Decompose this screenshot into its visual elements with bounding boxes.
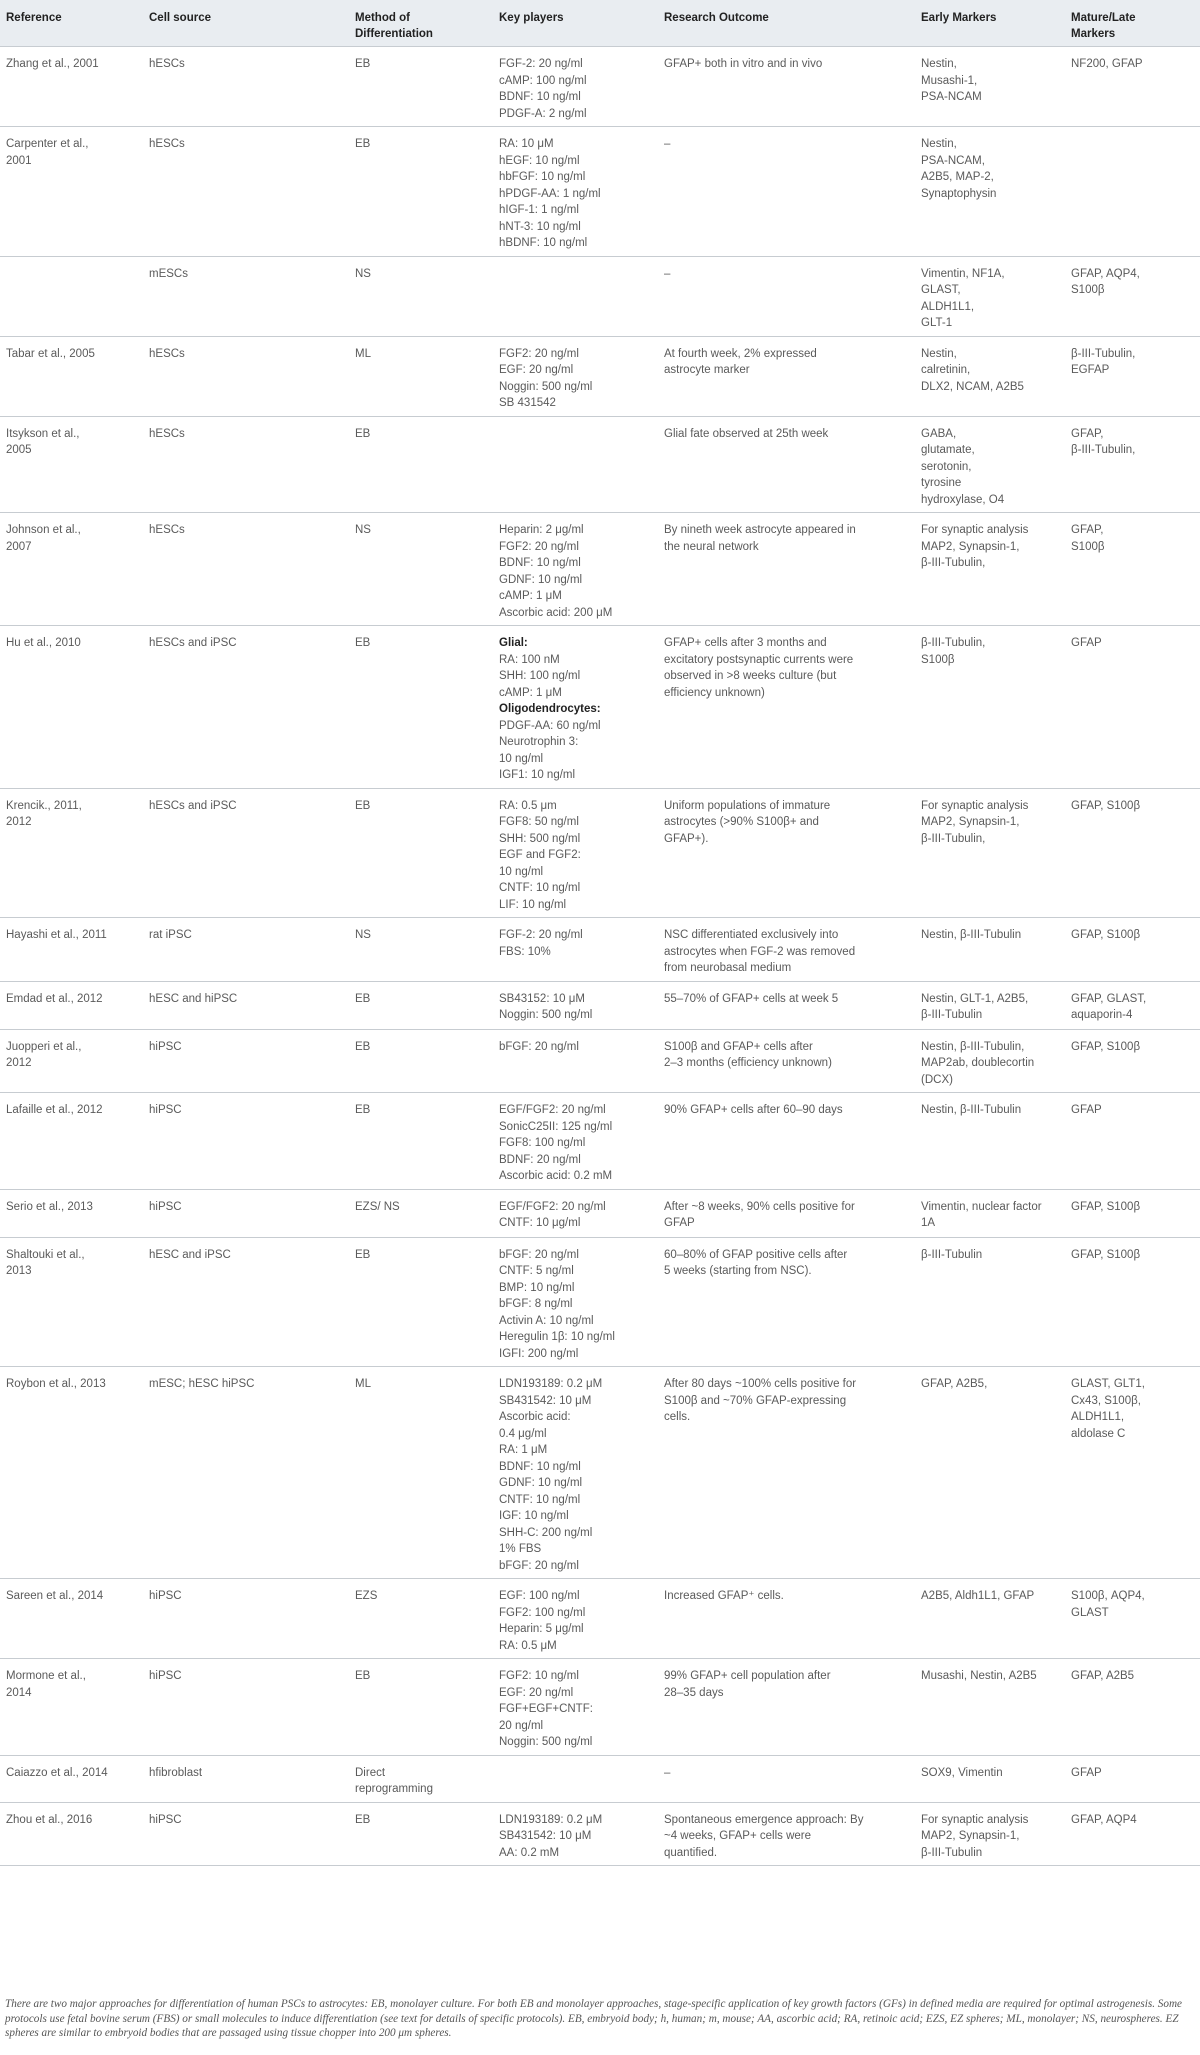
cell-method: EB xyxy=(349,1093,493,1190)
cell-outcome: Glial fate observed at 25th week xyxy=(658,416,915,513)
cell-late-markers: GLAST, GLT1, Cx43, S100β, ALDH1L1, aldolase C xyxy=(1065,1367,1200,1579)
cell-early-markers: For synaptic analysis MAP2, Synapsin-1, β-III-Tubulin xyxy=(915,1802,1065,1866)
cell-reference: Serio et al., 2013 xyxy=(0,1189,143,1237)
cell-reference: Zhang et al., 2001 xyxy=(0,47,143,127)
cell-outcome: Uniform populations of immature astrocytes (>90% S100β+ and GFAP+). xyxy=(658,788,915,918)
cell-cell-source: hiPSC xyxy=(143,1093,349,1190)
header-late-markers: Mature/Late Markers xyxy=(1065,0,1200,47)
cell-reference: Itsykson et al., 2005 xyxy=(0,416,143,513)
key-players-heading: Glial: xyxy=(499,637,528,649)
table-row xyxy=(0,626,1200,789)
cell-method: EZS xyxy=(349,1579,493,1659)
cell-reference: Krencik., 2011, 2012 xyxy=(0,788,143,918)
cell-early-markers: Vimentin, NF1A, GLAST, ALDH1L1, GLT-1 xyxy=(915,256,1065,336)
cell-late-markers: GFAP, AQP4, S100β xyxy=(1065,256,1200,336)
cell-late-markers: NF200, GFAP xyxy=(1065,47,1200,127)
cell-reference xyxy=(0,256,143,336)
cell-method: EB xyxy=(349,626,493,789)
cell-early-markers: Nestin, Musashi-1, PSA-NCAM xyxy=(915,47,1065,127)
cell-late-markers: GFAP, AQP4 xyxy=(1065,1802,1200,1866)
cell-method: EZS/ NS xyxy=(349,1189,493,1237)
table-row xyxy=(0,47,1200,127)
key-players-heading: Oligodendrocytes: xyxy=(499,703,601,715)
cell-key-players: bFGF: 20 ng/ml CNTF: 5 ng/ml BMP: 10 ng/ml bFGF: 8 ng/ml Activin A: 10 ng/ml Heregulin 1β: 10 ng/ml IGFI: 200 ng/ml xyxy=(493,1237,658,1367)
cell-key-players: FGF-2: 20 ng/ml cAMP: 100 ng/ml BDNF: 10 ng/ml PDGF-A: 2 ng/ml xyxy=(493,47,658,127)
cell-cell-source: hiPSC xyxy=(143,1189,349,1237)
cell-early-markers: For synaptic analysis MAP2, Synapsin-1, β-III-Tubulin, xyxy=(915,788,1065,918)
cell-early-markers: For synaptic analysis MAP2, Synapsin-1, β-III-Tubulin, xyxy=(915,513,1065,626)
cell-outcome: After ~8 weeks, 90% cells positive for GFAP xyxy=(658,1189,915,1237)
cell-reference: Shaltouki et al., 2013 xyxy=(0,1237,143,1367)
cell-method: EB xyxy=(349,788,493,918)
cell-outcome: NSC differentiated exclusively into astrocytes when FGF-2 was removed from neurobasal medium xyxy=(658,918,915,982)
cell-outcome: Increased GFAP⁺ cells. xyxy=(658,1579,915,1659)
table-row xyxy=(0,788,1200,918)
cell-early-markers: Vimentin, nuclear factor 1A xyxy=(915,1189,1065,1237)
cell-cell-source: hiPSC xyxy=(143,1579,349,1659)
cell-early-markers: GFAP, A2B5, xyxy=(915,1367,1065,1579)
cell-early-markers: GABA, glutamate, serotonin, tyrosine hydroxylase, O4 xyxy=(915,416,1065,513)
table-row xyxy=(0,256,1200,336)
cell-cell-source: hfibroblast xyxy=(143,1755,349,1802)
cell-reference: Roybon et al., 2013 xyxy=(0,1367,143,1579)
cell-reference: Caiazzo et al., 2014 xyxy=(0,1755,143,1802)
cell-late-markers: GFAP xyxy=(1065,626,1200,789)
cell-late-markers: GFAP, S100β xyxy=(1065,1189,1200,1237)
cell-cell-source: hESCs and iPSC xyxy=(143,788,349,918)
cell-cell-source: hESC and iPSC xyxy=(143,1237,349,1367)
cell-early-markers: Nestin, calretinin, DLX2, NCAM, A2B5 xyxy=(915,336,1065,416)
cell-late-markers: GFAP, GLAST, aquaporin-4 xyxy=(1065,981,1200,1029)
cell-cell-source: hiPSC xyxy=(143,1802,349,1866)
cell-reference: Tabar et al., 2005 xyxy=(0,336,143,416)
cell-method: ML xyxy=(349,1367,493,1579)
table-row xyxy=(0,1189,1200,1237)
cell-key-players: bFGF: 20 ng/ml xyxy=(493,1029,658,1093)
cell-method: EB xyxy=(349,1237,493,1367)
cell-late-markers: β-III-Tubulin, EGFAP xyxy=(1065,336,1200,416)
cell-late-markers xyxy=(1065,127,1200,257)
cell-key-players xyxy=(493,626,658,789)
cell-early-markers: SOX9, Vimentin xyxy=(915,1755,1065,1802)
cell-cell-source: hESCs xyxy=(143,416,349,513)
table-row xyxy=(0,1093,1200,1190)
header-cell-source: Cell source xyxy=(143,0,349,47)
cell-late-markers: GFAP xyxy=(1065,1093,1200,1190)
key-players-list: RA: 100 nM SHH: 100 ng/ml cAMP: 1 μM xyxy=(499,653,581,699)
cell-early-markers: β-III-Tubulin, S100β xyxy=(915,626,1065,789)
header-method: Method of Differentiation xyxy=(349,0,493,47)
cell-late-markers: GFAP xyxy=(1065,1755,1200,1802)
cell-reference: Lafaille et al., 2012 xyxy=(0,1093,143,1190)
cell-outcome: GFAP+ cells after 3 months and excitatory postsynaptic currents were observed in >8 weeks culture (but efficiency unknown) xyxy=(658,626,915,789)
cell-outcome: – xyxy=(658,1755,915,1802)
cell-reference: Hayashi et al., 2011 xyxy=(0,918,143,982)
cell-method: EB xyxy=(349,981,493,1029)
table-row xyxy=(0,336,1200,416)
table-row xyxy=(0,416,1200,513)
cell-outcome: At fourth week, 2% expressed astrocyte marker xyxy=(658,336,915,416)
cell-cell-source: rat iPSC xyxy=(143,918,349,982)
cell-cell-source: mESC; hESC hiPSC xyxy=(143,1367,349,1579)
cell-key-players: RA: 0.5 μm FGF8: 50 ng/ml SHH: 500 ng/ml EGF and FGF2: 10 ng/ml CNTF: 10 ng/ml LIF: 10 ng/ml xyxy=(493,788,658,918)
table-row xyxy=(0,1367,1200,1579)
table-row xyxy=(0,127,1200,257)
cell-key-players: RA: 10 μM hEGF: 10 ng/ml hbFGF: 10 ng/ml hPDGF-AA: 1 ng/ml hIGF-1: 1 ng/ml hNT-3: 10 ng/ml hBDNF: 10 ng/ml xyxy=(493,127,658,257)
cell-key-players: SB43152: 10 μM Noggin: 500 ng/ml xyxy=(493,981,658,1029)
cell-key-players: FGF-2: 20 ng/ml FBS: 10% xyxy=(493,918,658,982)
cell-reference: Juopperi et al., 2012 xyxy=(0,1029,143,1093)
table-row xyxy=(0,918,1200,982)
cell-late-markers: GFAP, S100β xyxy=(1065,1237,1200,1367)
key-players-list: PDGF-AA: 60 ng/ml Neurotrophin 3: 10 ng/ml IGF1: 10 ng/ml xyxy=(499,719,601,781)
cell-method: NS xyxy=(349,918,493,982)
cell-cell-source: hESC and hiPSC xyxy=(143,981,349,1029)
table-row xyxy=(0,1802,1200,1866)
cell-late-markers: S100β, AQP4, GLAST xyxy=(1065,1579,1200,1659)
cell-method: EB xyxy=(349,127,493,257)
cell-key-players xyxy=(493,416,658,513)
table-row xyxy=(0,1755,1200,1802)
cell-late-markers: GFAP, β-III-Tubulin, xyxy=(1065,416,1200,513)
cell-key-players xyxy=(493,256,658,336)
cell-cell-source: hiPSC xyxy=(143,1029,349,1093)
header-research-outcome: Research Outcome xyxy=(658,0,915,47)
table-footnote: There are two major approaches for differentiation of human PSCs to astrocytes: EB, monolayer culture. For both EB and monolayer approaches, stage-specific application of key growth factors (GFs) in defined media are required for optimal astrogenesis. Some protocols use fetal bovine serum (FBS) or small molecules to induce differentiation (see text for details of specific protocols). EB, embryoid body; h, human; m, mouse; AA, ascorbic acid; RA, retinoic acid; EZS, EZ spheres; ML, monolayer; NS, neurospheres. EZ spheres are similar to embryoid bodies that are passaged using tissue chopper into 200 μm spheres. xyxy=(5,1998,1183,2039)
cell-outcome: 90% GFAP+ cells after 60–90 days xyxy=(658,1093,915,1190)
cell-key-players: Heparin: 2 μg/ml FGF2: 20 ng/ml BDNF: 10 ng/ml GDNF: 10 ng/ml cAMP: 1 μM Ascorbic acid: 200 μM xyxy=(493,513,658,626)
cell-reference: Hu et al., 2010 xyxy=(0,626,143,789)
cell-key-players: EGF: 100 ng/ml FGF2: 100 ng/ml Heparin: 5 μg/ml RA: 0.5 μM xyxy=(493,1579,658,1659)
cell-outcome: After 80 days ~100% cells positive for S100β and ~70% GFAP-expressing cells. xyxy=(658,1367,915,1579)
cell-reference: Sareen et al., 2014 xyxy=(0,1579,143,1659)
cell-cell-source: mESCs xyxy=(143,256,349,336)
cell-late-markers: GFAP, S100β xyxy=(1065,513,1200,626)
header-early-markers: Early Markers xyxy=(915,0,1065,47)
cell-cell-source: hESCs xyxy=(143,127,349,257)
cell-reference: Zhou et al., 2016 xyxy=(0,1802,143,1866)
cell-outcome: By nineth week astrocyte appeared in the neural network xyxy=(658,513,915,626)
table-row xyxy=(0,1237,1200,1367)
cell-cell-source: hESCs and iPSC xyxy=(143,626,349,789)
cell-method: EB xyxy=(349,1802,493,1866)
header-row xyxy=(0,0,1200,47)
cell-early-markers: A2B5, Aldh1L1, GFAP xyxy=(915,1579,1065,1659)
cell-key-players: LDN193189: 0.2 μM SB431542: 10 μM AA: 0.2 mM xyxy=(493,1802,658,1866)
cell-outcome: Spontaneous emergence approach: By ~4 weeks, GFAP+ cells were quantified. xyxy=(658,1802,915,1866)
cell-key-players: FGF2: 20 ng/ml EGF: 20 ng/ml Noggin: 500 ng/ml SB 431542 xyxy=(493,336,658,416)
cell-reference: Johnson et al., 2007 xyxy=(0,513,143,626)
cell-late-markers: GFAP, S100β xyxy=(1065,788,1200,918)
cell-method: EB xyxy=(349,1659,493,1756)
cell-key-players xyxy=(493,1755,658,1802)
cell-cell-source: hESCs xyxy=(143,47,349,127)
cell-key-players: EGF/FGF2: 20 ng/ml SonicC25II: 125 ng/ml FGF8: 100 ng/ml BDNF: 20 ng/ml Ascorbic acid: 0.2 mM xyxy=(493,1093,658,1190)
cell-early-markers: Musashi, Nestin, A2B5 xyxy=(915,1659,1065,1756)
cell-cell-source: hiPSC xyxy=(143,1659,349,1756)
cell-outcome: S100β and GFAP+ cells after 2–3 months (efficiency unknown) xyxy=(658,1029,915,1093)
table-row xyxy=(0,1029,1200,1093)
cell-cell-source: hESCs xyxy=(143,513,349,626)
cell-early-markers: Nestin, PSA-NCAM, A2B5, MAP-2, Synaptophysin xyxy=(915,127,1065,257)
cell-late-markers: GFAP, A2B5 xyxy=(1065,1659,1200,1756)
cell-late-markers: GFAP, S100β xyxy=(1065,918,1200,982)
cell-reference: Mormone et al., 2014 xyxy=(0,1659,143,1756)
cell-reference: Emdad et al., 2012 xyxy=(0,981,143,1029)
table-body xyxy=(0,47,1200,1866)
cell-early-markers: Nestin, β-III-Tubulin xyxy=(915,918,1065,982)
table-row xyxy=(0,513,1200,626)
cell-outcome: 99% GFAP+ cell population after 28–35 days xyxy=(658,1659,915,1756)
cell-method: EB xyxy=(349,416,493,513)
cell-early-markers: β-III-Tubulin xyxy=(915,1237,1065,1367)
header-reference: Reference xyxy=(0,0,143,47)
cell-early-markers: Nestin, GLT-1, A2B5, β-III-Tubulin xyxy=(915,981,1065,1029)
cell-key-players: FGF2: 10 ng/ml EGF: 20 ng/ml FGF+EGF+CNTF: 20 ng/ml Noggin: 500 ng/ml xyxy=(493,1659,658,1756)
cell-outcome: 60–80% of GFAP positive cells after 5 weeks (starting from NSC). xyxy=(658,1237,915,1367)
cell-key-players: LDN193189: 0.2 μM SB431542: 10 μM Ascorbic acid: 0.4 μg/ml RA: 1 μM BDNF: 10 ng/ml GDNF: 10 ng/ml CNTF: 10 ng/ml IGF: 10 ng/ml SHH-C: 200 ng/ml 1% FBS bFGF: 20 ng/ml xyxy=(493,1367,658,1579)
cell-late-markers: GFAP, S100β xyxy=(1065,1029,1200,1093)
cell-reference: Carpenter et al., 2001 xyxy=(0,127,143,257)
table-row xyxy=(0,1659,1200,1756)
cell-method: NS xyxy=(349,513,493,626)
cell-method: ML xyxy=(349,336,493,416)
cell-outcome: – xyxy=(658,127,915,257)
cell-early-markers: Nestin, β-III-Tubulin, MAP2ab, doublecortin (DCX) xyxy=(915,1029,1065,1093)
cell-outcome: GFAP+ both in vitro and in vivo xyxy=(658,47,915,127)
cell-method: Direct reprogramming xyxy=(349,1755,493,1802)
table-header xyxy=(0,0,1200,47)
table-row xyxy=(0,981,1200,1029)
cell-outcome: 55–70% of GFAP+ cells at week 5 xyxy=(658,981,915,1029)
cell-method: EB xyxy=(349,47,493,127)
cell-outcome: – xyxy=(658,256,915,336)
table-row xyxy=(0,1579,1200,1659)
cell-key-players: EGF/FGF2: 20 ng/ml CNTF: 10 μg/ml xyxy=(493,1189,658,1237)
header-key-players: Key players xyxy=(493,0,658,47)
cell-method: EB xyxy=(349,1029,493,1093)
cell-method: NS xyxy=(349,256,493,336)
cell-cell-source: hESCs xyxy=(143,336,349,416)
cell-early-markers: Nestin, β-III-Tubulin xyxy=(915,1093,1065,1190)
